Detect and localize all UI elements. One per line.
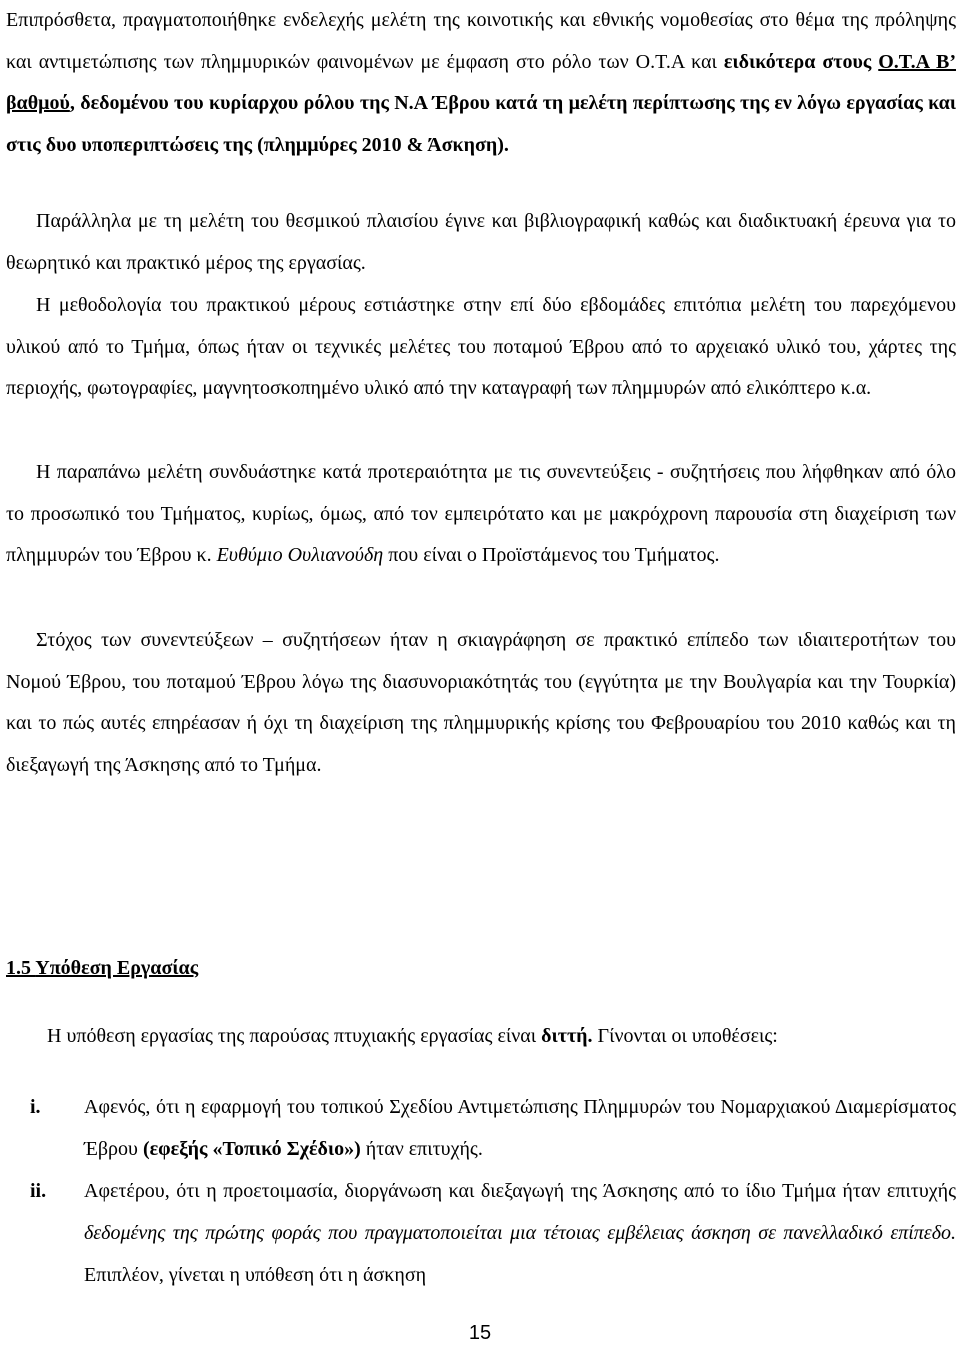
- intro-text: Η υπόθεση εργασίας της παρούσας πτυχιακής εργασίας είναι: [47, 1025, 542, 1047]
- item-text: ήταν επιτυχής.: [360, 1138, 483, 1160]
- section-number: 1.5: [6, 957, 31, 979]
- item-text: Αφενός, ότι η εφαρμογή του τοπικού Σχεδίου Αντιμετώπισης Πλημμυρών του Νομαρχιακού Διαμερίσματος Έβρου: [84, 1096, 956, 1160]
- item-text: Επιπλέον, γίνεται η υπόθεση ότι η άσκηση: [84, 1264, 427, 1286]
- paragraph-text: Η παραπάνω μελέτη συνδυάστηκε κατά προτεραιότητα με τις συνεντεύξεις - συζητήσεις που λήφθηκαν από όλο το προσωπικό του Τμήματος, κυρίως, όμως, από τον εμπειρότατο και με μακρόχρονη παρουσία στη διαχείριση των πλημμυρών του Έβρου κ.: [6, 461, 956, 566]
- hypothesis-text: [84, 1170, 956, 1296]
- intro-text: Γίνονται οι υποθέσεις:: [592, 1025, 778, 1047]
- hypothesis-text: [84, 1086, 956, 1170]
- italic-name: Ευθύμιο Ουλιανούδη: [216, 544, 384, 566]
- bold-text: διττή.: [541, 1025, 593, 1047]
- bold-text: , δεδομένου του κυρίαρχου ρόλου της Ν.Α Έβρου κατά τη μελέτη περίπτωσης της εν λόγω εργασίας και στις δυο υποπεριπτώσεις της (πλημμύρες 2010 & Άσκηση).: [6, 92, 956, 156]
- item-text: Αφετέρου, ότι η προετοιμασία, διοργάνωση και διεξαγωγή της Άσκησης από το ίδιο Τμήμα ήταν επιτυχής: [84, 1180, 956, 1202]
- paragraph-research: [6, 201, 956, 284]
- paragraph-text: Η μεθοδολογία του πρακτικού μέρους εστιάστηκε στην επί δύο εβδομάδες επιτόπια μελέτη του παρεχόμενου υλικού από το Τμήμα, όπως ήταν οι τεχνικές μελέτες του ποταμού Έβρου από το αρχειακό υλικό του, χάρτες της περιοχής, φωτογραφίες, μαγνητοσκοπημένο υλικό από την καταγραφή των πλημμυρών από ελικόπτερο κ.α.: [6, 294, 956, 399]
- italic-text: δεδομένης της πρώτης φοράς που πραγματοποιείται μια τέτοιας εμβέλειας άσκηση σε πανελλαδικό επίπεδο.: [84, 1222, 956, 1244]
- paragraph-text: Στόχος των συνεντεύξεων – συζητήσεων ήταν η σκιαγράφηση σε πρακτικό επίπεδο των ιδιαιτεροτήτων του Νομού Έβρου, του ποταμού Έβρου λόγω της διασυνοριακότητάς του (εγγύτητα με την Βουλγαρία και την Τουρκία) και το πώς αυτές επηρέασαν ή όχι τη διαχείριση της πλημμυρικής κρίσης του Φεβρουαρίου του 2010 καθώς και τη διεξαγωγή της Άσκησης από το Τμήμα.: [6, 629, 956, 776]
- list-marker: ii.: [30, 1180, 47, 1202]
- paragraph-legislation: [6, 0, 956, 166]
- bold-text: ειδικότερα στους: [723, 50, 879, 73]
- hypothesis-intro: [47, 1016, 956, 1056]
- paragraph-text: Παράλληλα με τη μελέτη του θεσμικού πλαισίου έγινε και βιβλιογραφική καθώς και διαδικτυακή έρευνα για το θεωρητικό και πρακτικό μέρος της εργασίας.: [6, 210, 956, 274]
- list-marker: i.: [30, 1096, 41, 1118]
- page-number: 15: [468, 1322, 492, 1344]
- paragraph-interviews: [6, 452, 956, 577]
- paragraph-interview-goals: [6, 620, 956, 786]
- section-heading: [6, 948, 198, 988]
- bold-text: (εφεξής «Τοπικό Σχέδιο»): [142, 1138, 361, 1160]
- underlined-text: Ο.Τ.Α Β’ βαθμού: [6, 50, 956, 114]
- paragraph-text: Επιπρόσθετα, πραγματοποιήθηκε ενδελεχής μελέτη της κοινοτικής και εθνικής νομοθεσίας στο θέμα της πρόληψης και αντιμετώπισης των πλημμυρικών φαινομένων με έμφαση στο ρόλο των Ο.Τ.Α και: [6, 9, 956, 73]
- section-title: Υπόθεση Εργασίας: [35, 957, 199, 979]
- paragraph-text: που είναι ο Προϊστάμενος του Τμήματος.: [383, 544, 720, 566]
- paragraph-methodology: [6, 285, 956, 410]
